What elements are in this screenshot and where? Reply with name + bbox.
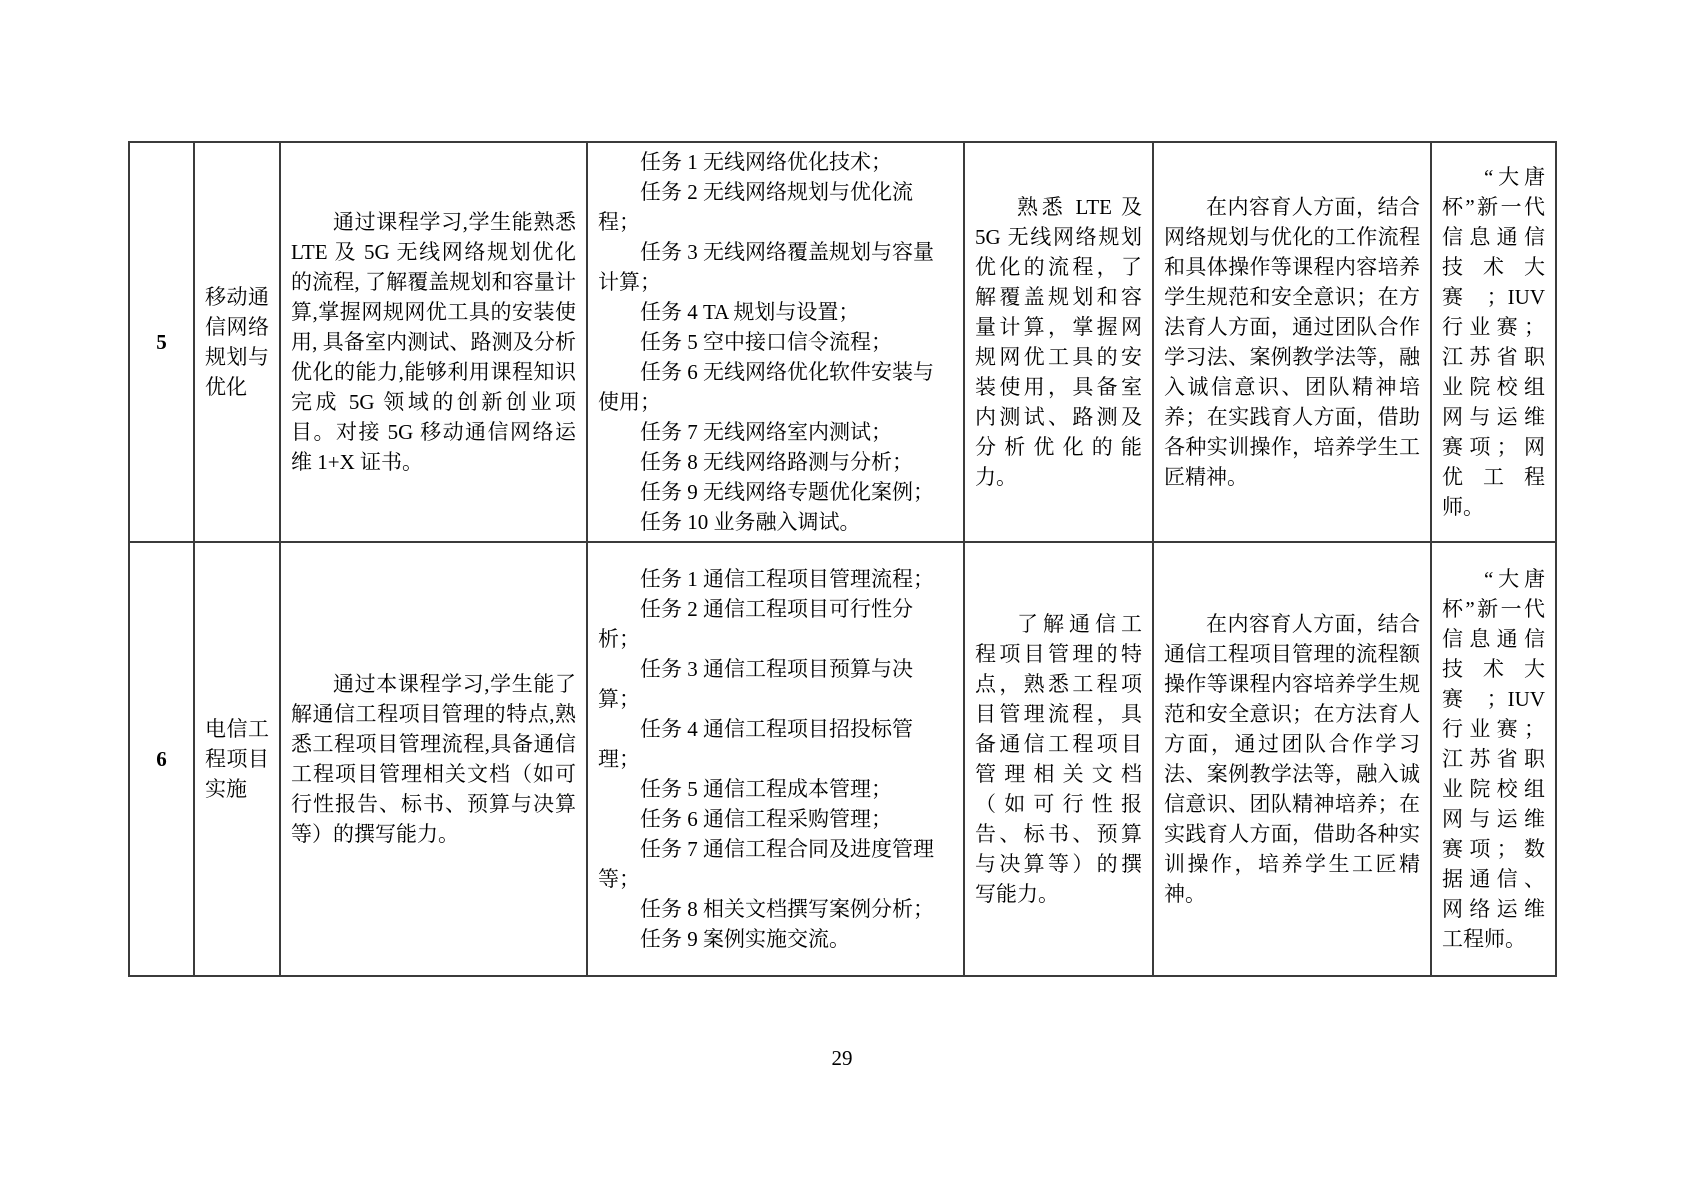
task-item: 任务 1 通信工程项目管理流程； xyxy=(640,567,934,591)
course-name: 电信工程项目实施 xyxy=(194,542,280,976)
task-item: 任务 3 通信工程项目预算与决算； xyxy=(598,657,913,711)
course-index: 5 xyxy=(129,142,194,542)
skill-requirement-text: 熟悉 LTE 及 5G 无线网络规划优化的流程，了解覆盖规划和容量计算，掌握网规网优工具的安装使用，具备室内测试、路测及分析优化的能力。 xyxy=(975,195,1142,489)
task-item: 任务 7 无线网络室内测试； xyxy=(640,420,892,444)
course-index: 6 xyxy=(129,542,194,976)
task-item: 任务 1 无线网络优化技术； xyxy=(640,150,892,174)
course-table xyxy=(128,141,1557,977)
moral-education-text: 在内容育人方面，结合网络规划与优化的工作流程和具体操作等课程内容培养学生规范和安全意识；在方法育人方面，通过团队合作学习法、案例教学法等，融入诚信意识、团队精神培养；在实践育人方面，借助各种实训操作，培养学生工匠精神。 xyxy=(1164,195,1420,489)
page-number: 29 xyxy=(831,1046,853,1070)
task-item: 任务 2 通信工程项目可行性分析； xyxy=(598,597,913,651)
task-item: 任务 10 业务融入调试。 xyxy=(640,510,861,534)
task-list xyxy=(587,542,964,976)
course-objective-cell xyxy=(280,542,587,976)
task-item: 任务 5 通信工程成本管理； xyxy=(640,777,892,801)
task-item: 任务 8 相关文档撰写案例分析； xyxy=(640,897,934,921)
task-item: 任务 8 无线网络路测与分析； xyxy=(640,450,913,474)
moral-education-text: 在内容育人方面，结合通信工程项目管理的流程额操作等课程内容培养学生规范和安全意识；在方法育人方面，通过团队合作学习法、案例教学法等，融入诚信意识、团队精神培养；在实践育人方面，借助各种实训操作，培养学生工匠精神。 xyxy=(1164,612,1420,906)
task-list xyxy=(587,142,964,542)
course-objective-text: 通过课程学习,学生能熟悉 LTE 及 5G 无线网络规划优化的流程, 了解覆盖规划和容量计算,掌握网规网优工具的安装使用, 具备室内测试、路测及分析优化的能力,能够利用课程知识完成 5G 领域的创新创业项目。对接 5G 移动通信网络运维 1+X 证书。 xyxy=(291,210,576,474)
competition-certificates-cell xyxy=(1431,542,1556,976)
task-item: 任务 6 通信工程采购管理； xyxy=(640,807,892,831)
course-name: 移动通信网络规划与优化 xyxy=(194,142,280,542)
task-item: 任务 4 通信工程项目招投标管理； xyxy=(598,717,913,771)
competition-certificates-text: “大唐杯”新一代信息通信技术大赛；IUV 行业赛；江苏省职业院校组网与运维赛项；网优工程师。 xyxy=(1442,165,1545,519)
task-item: 任务 3 无线网络覆盖规划与容量计算； xyxy=(598,240,934,294)
moral-education-cell xyxy=(1153,142,1431,542)
task-item: 任务 9 无线网络专题优化案例； xyxy=(640,480,934,504)
task-item: 任务 5 空中接口信令流程； xyxy=(640,330,892,354)
skill-requirement-cell xyxy=(964,142,1153,542)
competition-certificates-cell xyxy=(1431,142,1556,542)
task-item: 任务 9 案例实施交流。 xyxy=(640,927,850,951)
competition-certificates-text: “大唐杯”新一代信息通信技术大赛；IUV 行业赛；江苏省职业院校组网与运维赛项；数据通信、网络运维工程师。 xyxy=(1442,567,1545,951)
task-item: 任务 7 通信工程合同及进度管理等； xyxy=(598,837,934,891)
task-item: 任务 4 TA 规划与设置； xyxy=(640,300,860,324)
moral-education-cell xyxy=(1153,542,1431,976)
skill-requirement-cell xyxy=(964,542,1153,976)
table-row-course-6 xyxy=(129,542,1556,976)
course-objective-text: 通过本课程学习,学生能了解通信工程项目管理的特点,熟悉工程项目管理流程,具备通信工程项目管理相关文档（如可行性报告、标书、预算与决算等）的撰写能力。 xyxy=(291,672,576,846)
skill-requirement-text: 了解通信工程项目管理的特点，熟悉工程项目管理流程，具备通信工程项目管理相关文档（如可行性报告、标书、预算与决算等）的撰写能力。 xyxy=(975,612,1142,906)
task-item: 任务 6 无线网络优化软件安装与使用； xyxy=(598,360,934,414)
course-objective-cell xyxy=(280,142,587,542)
table-row-course-5 xyxy=(129,142,1556,542)
task-item: 任务 2 无线网络规划与优化流程； xyxy=(598,180,913,234)
